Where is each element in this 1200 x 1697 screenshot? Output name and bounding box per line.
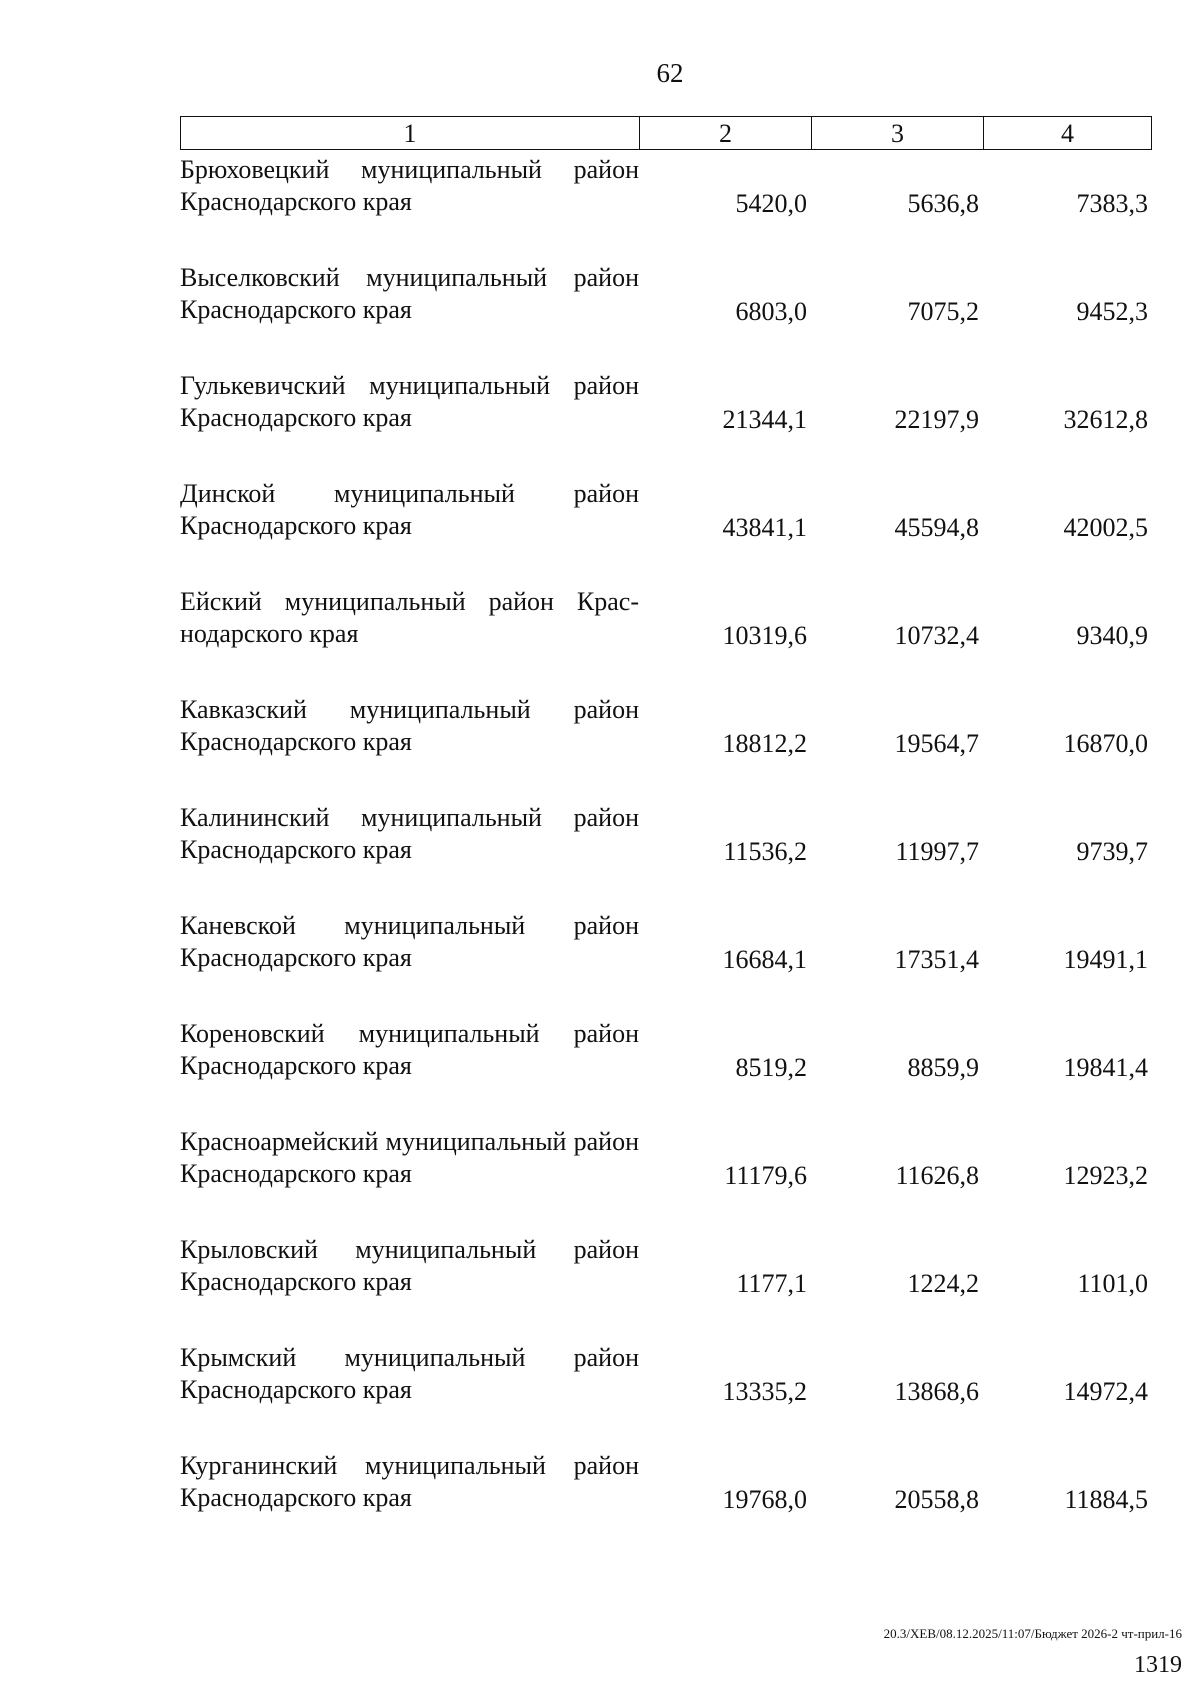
value-col-3: 8859,9 — [907, 1053, 979, 1082]
value-col-4: 7383,3 — [1076, 189, 1148, 218]
sheet-number: 1319 — [1134, 1652, 1182, 1678]
table-row — [180, 798, 1152, 906]
table-row — [180, 150, 1152, 258]
table-row — [180, 906, 1152, 1014]
district-name: Каневской муниципальный район Краснодарского края — [180, 911, 639, 972]
value-col-2: 43841,1 — [722, 513, 807, 542]
table-row — [180, 1122, 1152, 1230]
value-col-4: 19491,1 — [1063, 945, 1148, 974]
district-name: Брюховецкий муниципальный район Краснодарского края — [180, 155, 639, 216]
column-header-1: 1 — [181, 117, 640, 149]
value-col-2: 1177,1 — [736, 1269, 807, 1298]
column-header-3: 3 — [812, 117, 984, 149]
value-col-3: 19564,7 — [894, 729, 979, 758]
district-name: Динской муниципальный район Краснодарского края — [180, 479, 639, 540]
district-name: Красноармейский муниципальный район Краснодарского края — [180, 1127, 639, 1188]
value-col-2: 8519,2 — [735, 1053, 807, 1082]
column-header-2: 2 — [640, 117, 812, 149]
value-col-2: 19768,0 — [722, 1485, 807, 1514]
district-name: Кавказский муниципальный район Краснодарского края — [180, 695, 639, 756]
table-row — [180, 474, 1152, 582]
value-col-3: 22197,9 — [894, 405, 979, 434]
value-col-4: 42002,5 — [1063, 513, 1148, 542]
value-col-3: 17351,4 — [894, 945, 979, 974]
table-row — [180, 366, 1152, 474]
value-col-3: 45594,8 — [894, 513, 979, 542]
value-col-2: 6803,0 — [735, 297, 807, 326]
value-col-4: 12923,2 — [1063, 1161, 1148, 1190]
district-name: Крымский муниципальный район Краснодарского края — [180, 1343, 639, 1404]
value-col-4: 1101,0 — [1077, 1269, 1148, 1298]
value-col-2: 10319,6 — [722, 621, 807, 650]
value-col-4: 9452,3 — [1076, 297, 1148, 326]
table-row — [180, 1338, 1152, 1446]
district-name: Кореновский муниципальный район Краснодарского края — [180, 1019, 639, 1080]
value-col-4: 14972,4 — [1063, 1377, 1148, 1406]
value-col-3: 1224,2 — [907, 1269, 979, 1298]
table-row — [180, 582, 1152, 690]
value-col-2: 16684,1 — [722, 945, 807, 974]
value-col-3: 5636,8 — [907, 189, 979, 218]
value-col-4: 11884,5 — [1064, 1485, 1148, 1514]
table-row — [180, 1014, 1152, 1122]
value-col-4: 19841,4 — [1063, 1053, 1148, 1082]
district-name: Калининский муниципальный район Краснодарского края — [180, 803, 639, 864]
value-col-3: 7075,2 — [907, 297, 979, 326]
value-col-2: 11536,2 — [723, 837, 807, 866]
document-code: 20.3/ХЕВ/08.12.2025/11:07/Бюджет 2026-2 чт-прил-16 — [883, 1626, 1182, 1641]
value-col-3: 10732,4 — [894, 621, 979, 650]
value-col-2: 11179,6 — [724, 1161, 807, 1190]
value-col-3: 11997,7 — [895, 837, 979, 866]
table-header — [180, 116, 1152, 150]
district-name: Крыловский муниципальный район Краснодарского края — [180, 1235, 639, 1296]
value-col-3: 20558,8 — [894, 1485, 979, 1514]
value-col-3: 13868,6 — [894, 1377, 979, 1406]
page-number: 62 — [656, 58, 684, 88]
district-name: Выселковский муниципальный район Краснодарского края — [180, 263, 639, 324]
value-col-4: 9340,9 — [1076, 621, 1148, 650]
table-body — [180, 150, 1152, 1554]
value-col-2: 5420,0 — [735, 189, 807, 218]
district-name: Курганинский муниципальный район Краснодарского края — [180, 1451, 639, 1512]
table-row — [180, 1446, 1152, 1554]
district-name: Гулькевичский муниципальный район Краснодарского края — [180, 371, 639, 432]
table-row — [180, 1230, 1152, 1338]
table-row — [180, 690, 1152, 798]
value-col-2: 13335,2 — [722, 1377, 807, 1406]
value-col-4: 16870,0 — [1063, 729, 1148, 758]
table-row — [180, 258, 1152, 366]
value-col-2: 21344,1 — [722, 405, 807, 434]
value-col-3: 11626,8 — [895, 1161, 979, 1190]
value-col-4: 9739,7 — [1076, 837, 1148, 866]
value-col-4: 32612,8 — [1063, 405, 1148, 434]
district-name: Ейский муниципальный район Крас-нодарского края — [180, 587, 639, 648]
column-header-4: 4 — [1061, 119, 1074, 148]
value-col-2: 18812,2 — [722, 729, 807, 758]
